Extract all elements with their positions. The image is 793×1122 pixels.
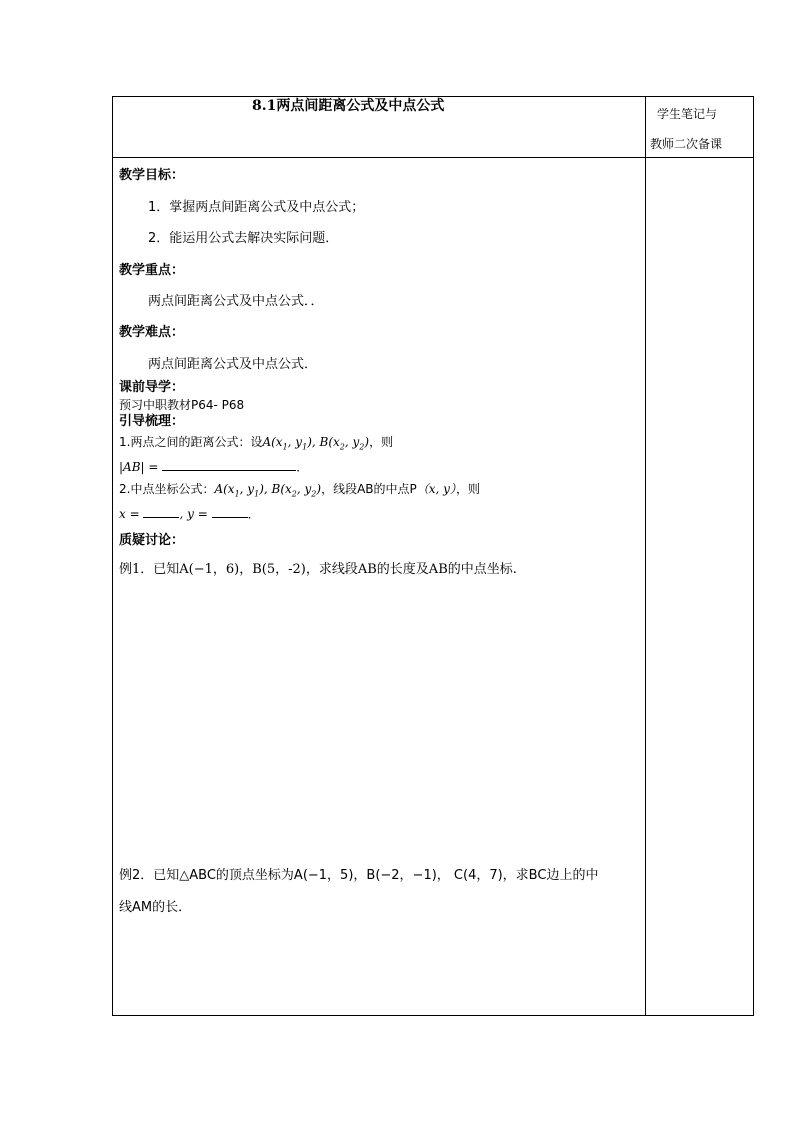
midpoint-x-label: x = <box>119 507 140 521</box>
side-column-heading-line2: 教师二次备课 <box>650 137 723 151</box>
goal-item-1: 1．掌握两点间距离公式及中点公式； <box>148 200 365 215</box>
difficulties-text: 两点间距离公式及中点公式． <box>148 357 318 372</box>
point-a-coords: $A(x_1$, $y_1$), $B(x_2$, $y_2$) <box>262 435 370 452</box>
side-column-heading-line1: 学生笔记与 <box>657 107 718 121</box>
preview-heading: 课前导学： <box>119 380 185 395</box>
column-divider <box>645 96 646 1016</box>
distance-formula-blank: |AB| = ． <box>119 460 309 474</box>
discussion-heading: 质疑讨论： <box>119 533 185 548</box>
distance-formula-line <box>119 434 393 455</box>
key-points-heading: 教学重点： <box>119 263 185 278</box>
difficulties-heading: 教学难点： <box>119 325 185 340</box>
example-1: 例1．已知A(−1，6)，B(5，-2)，求线段AB的长度及AB的中点坐标. <box>119 562 517 577</box>
midpoint-x-blank[interactable] <box>143 505 179 518</box>
midpoint-y-blank[interactable] <box>212 505 248 518</box>
distance-formula-suffix: ，则 <box>369 435 394 449</box>
midpoint-formula-prefix: 2.中点坐标公式： <box>119 482 215 496</box>
header-divider <box>112 157 754 158</box>
example-2-line1: 例2．已知△ABC的顶点坐标为A(−1，5)，B(−2，−1)， C(4，7)，求BC边上的中 <box>119 868 599 883</box>
distance-formula-prefix: 1.两点之间的距离公式：设 <box>119 435 263 449</box>
guide-heading: 引导梳理： <box>119 414 185 429</box>
distance-lhs: |AB| = <box>119 460 159 474</box>
midpoint-formula-blanks: x = , y = ． <box>119 507 260 521</box>
goals-heading: 教学目标： <box>119 168 185 183</box>
midpoint-y-label: , y = <box>179 507 208 521</box>
goal-item-2: 2．能运用公式去解决实际问题． <box>148 231 339 246</box>
midpoint-formula-suffix: ，则 <box>455 482 480 496</box>
key-points-text: 两点间距离公式及中点公式．． <box>148 294 324 309</box>
midpoint-points: $A(x_1$, $y_1$), $B(x_2$, $y_2$) <box>214 482 322 499</box>
preview-text: 预习中职教材P64- P68 <box>119 398 245 412</box>
midpoint-formula-mid: ，线段AB的中点P <box>321 482 417 496</box>
distance-answer-blank[interactable] <box>162 458 296 471</box>
midpoint-p-coords: （x, y） <box>416 482 456 496</box>
midpoint-formula-line <box>119 481 480 502</box>
example-2-line2: 线AM的长． <box>119 900 192 915</box>
lesson-title: 8.1两点间距离公式及中点公式 <box>252 98 445 114</box>
